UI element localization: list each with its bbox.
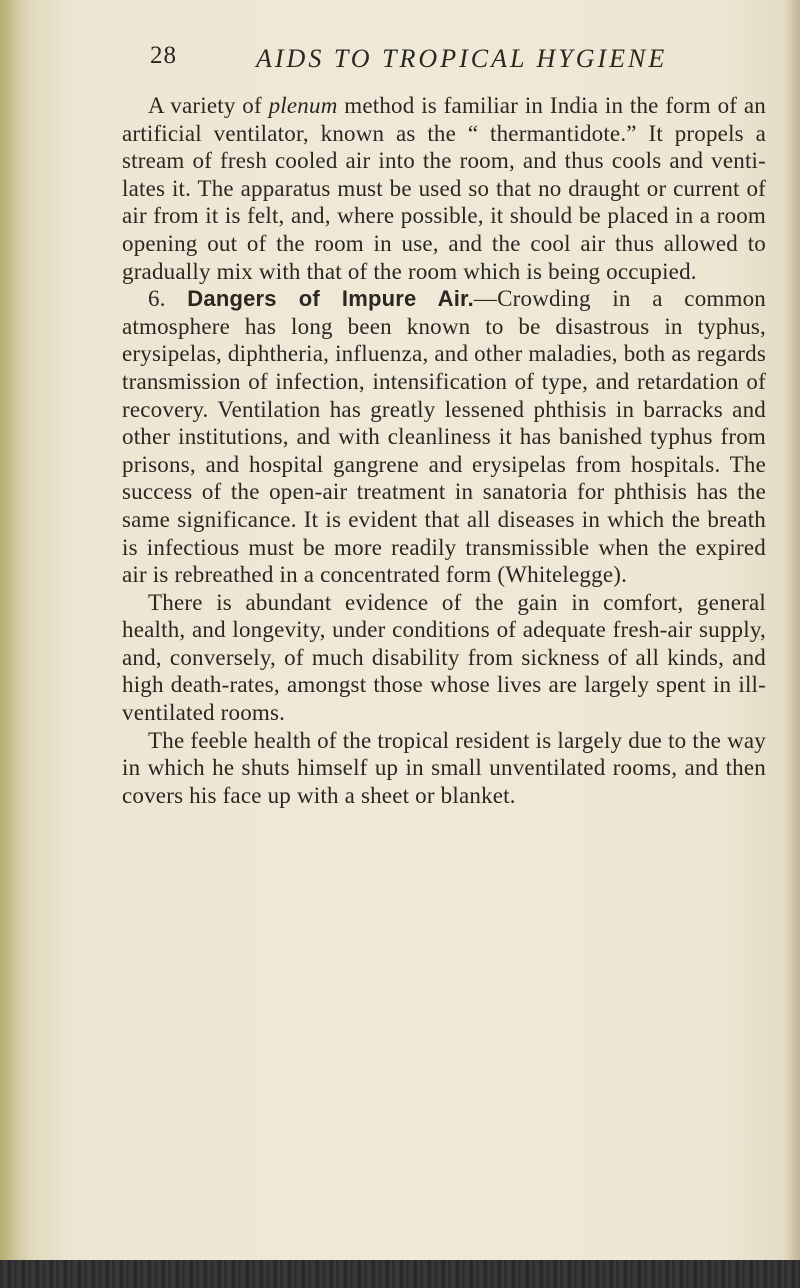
scan-bottom-edge: [0, 1260, 800, 1288]
section-heading: Dangers of Impure Air.: [187, 286, 474, 312]
paragraph-tropical-resident: [122, 727, 766, 810]
page-header: [150, 42, 770, 82]
heading-dash: —: [473, 286, 498, 312]
paragraph-dangers-of-impure-air: [122, 285, 766, 589]
italic-term-plenum: plenum: [268, 93, 338, 118]
page-edge-shadow: [786, 0, 800, 1288]
paragraph-fresh-air-evidence: [122, 589, 766, 727]
section-number: 6.: [148, 286, 166, 312]
page-number: 28: [150, 42, 177, 69]
paragraph-text: A variety of: [148, 93, 269, 118]
running-title: AIDS TO TROPICAL HYGIENE: [256, 44, 668, 73]
binding-gutter-shadow: [0, 0, 30, 1288]
paragraph-text: method is familiar in India in the form of an artificial ventilator, known as the “ thermantidote.” It propels a stream of fresh cooled air into the room, and thus cools and venti-lates it. The apparatus must be used so that no draught or current of air from it is felt, and, where possible, it should be placed in a room opening out of the room in use, and the cool air thus allowed to gradually mix with that of the room which is being occupied.: [122, 93, 766, 284]
paragraph-text: The feeble health of the tropical resident is largely due to the way in which he shuts himself up in small unventilated rooms, and then covers his face up with a sheet or blanket.: [122, 727, 766, 808]
paragraph-text: There is abundant evidence of the gain in comfort, general health, and longevity, under conditions of adequate fresh-air supply, and, conversely, of much disability from sickness of all kinds, and high death-rates, amongst those whose lives are largely spent in ill-ventilated rooms.: [122, 589, 766, 726]
paragraph-text: Crowding in a common atmosphere has long been known to be disastrous in typhus, erysipelas, diphtheria, influenza, and other maladies, both as regards transmission of infection, intensification of type, and retardation of recovery. Ventilation has greatly lessened phthisis in barracks and other institutions, and with cleanliness it has banished typhus from prisons, and hospital gangrene and erysipelas from hospitals. The success of the open-air treatment in sanatoria for phthisis has the same significance. It is evident that all diseases in which the breath is infectious must be more readily transmissible when the expired air is rebreathed in a concentrated form (Whitelegge).: [122, 286, 766, 588]
paragraph-plenum-method: [122, 92, 766, 285]
body-text: [122, 92, 766, 809]
